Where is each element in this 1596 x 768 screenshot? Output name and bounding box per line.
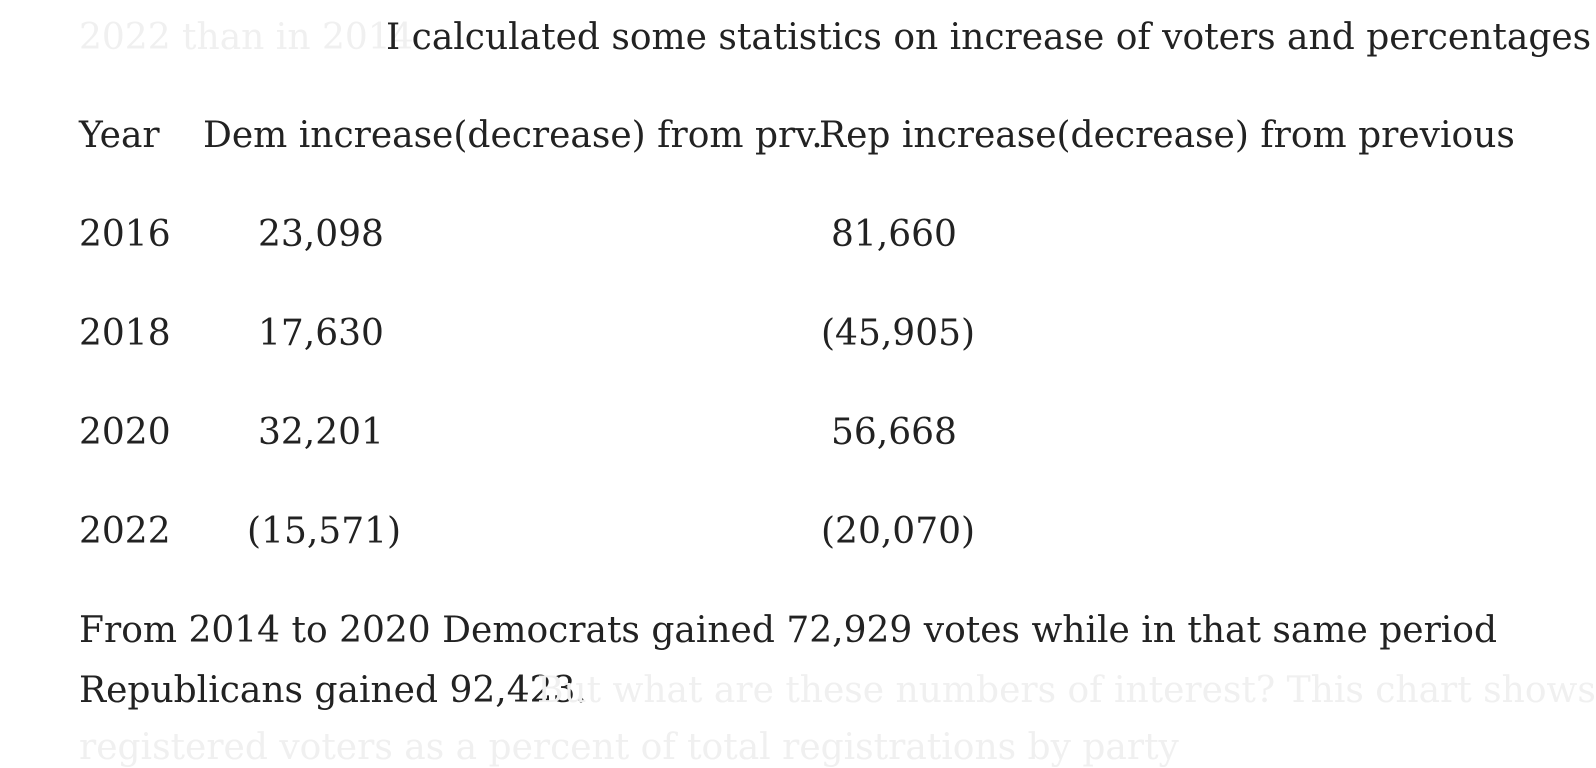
paragraph-line-2-faded: But what are these numbers of interest? This chart shows bbox=[537, 670, 1596, 711]
faded-prefix-text: 2022 than in 2014. bbox=[79, 17, 426, 58]
table-header-dem: Dem increase(decrease) from prv. bbox=[203, 115, 823, 156]
table-cell-rep: (20,070) bbox=[821, 511, 976, 552]
table-cell-year: 2020 bbox=[79, 412, 171, 453]
paragraph-line-3-faded: registered voters as a percent of total registrations by party bbox=[79, 727, 1179, 768]
table-cell-dem: (15,571) bbox=[247, 511, 402, 552]
table-header-rep: Rep increase(decrease) from previous bbox=[819, 115, 1515, 156]
table-cell-year: 2022 bbox=[79, 511, 171, 552]
table-cell-year: 2016 bbox=[79, 214, 171, 255]
table-cell-dem: 32,201 bbox=[258, 412, 384, 453]
table-header-year: Year bbox=[79, 115, 160, 156]
intro-sentence: I calculated some statistics on increase of voters and percentages bbox=[386, 17, 1592, 58]
table-cell-year: 2018 bbox=[79, 313, 171, 354]
paragraph-line-1: From 2014 to 2020 Democrats gained 72,929 votes while in that same period bbox=[79, 610, 1498, 651]
table-cell-rep: (45,905) bbox=[821, 313, 976, 354]
table-cell-dem: 17,630 bbox=[258, 313, 384, 354]
paragraph-line-2: Republicans gained 92,423. bbox=[79, 670, 587, 711]
table-cell-dem: 23,098 bbox=[258, 214, 384, 255]
table-cell-rep: 56,668 bbox=[831, 412, 957, 453]
table-cell-rep: 81,660 bbox=[831, 214, 957, 255]
